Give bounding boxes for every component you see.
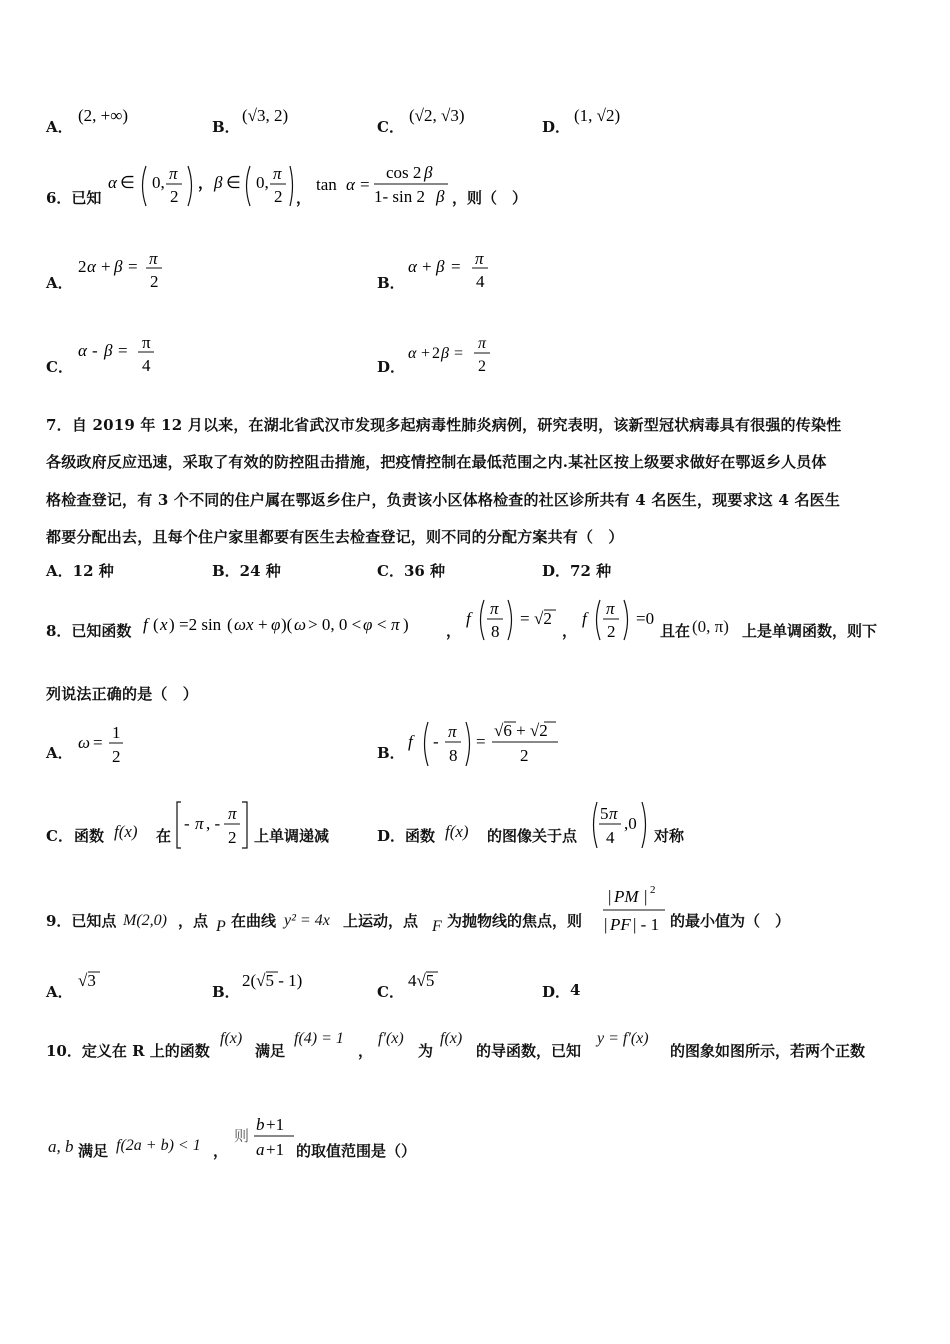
svg-text:2: 2 xyxy=(78,257,87,276)
svg-text:π: π xyxy=(475,250,484,268)
svg-text:5: 5 xyxy=(600,804,609,823)
q10-condition: f(4) = 1 xyxy=(294,1030,344,1047)
q6-option-a-expr xyxy=(76,250,176,294)
svg-text:> 0, 0 <: > 0, 0 < xyxy=(308,615,362,634)
q8-sep2: ， xyxy=(562,622,578,640)
svg-text:π: π xyxy=(169,164,178,183)
svg-text:α: α xyxy=(87,257,96,276)
q8-condition-2 xyxy=(580,596,662,646)
q5-option-d-expr xyxy=(572,102,632,128)
svg-text:-: - xyxy=(184,814,190,833)
q10-text-1: 满足 xyxy=(255,1042,286,1060)
q5-option-d-label: D． xyxy=(542,118,571,136)
svg-text:φ: φ xyxy=(363,615,373,634)
q6-option-c-expr xyxy=(76,334,176,378)
q8-option-c-post: 上单调递减 xyxy=(254,827,330,845)
svg-text:1- sin 2: 1- sin 2 xyxy=(374,187,425,206)
q8-option-c-interval xyxy=(172,798,254,852)
svg-text:β: β xyxy=(424,163,433,182)
q10-ratio xyxy=(252,1110,298,1162)
q8-function xyxy=(141,608,451,638)
svg-text:2: 2 xyxy=(520,746,529,765)
q5-option-c-label: C． xyxy=(377,118,404,136)
q8-option-c-pre: 函数 xyxy=(74,827,105,845)
q6-conditions xyxy=(106,160,296,212)
svg-text:0,: 0, xyxy=(152,173,165,192)
q8-option-d-label: D． xyxy=(377,827,406,845)
svg-text:π: π xyxy=(273,164,282,183)
svg-text:π: π xyxy=(478,335,487,352)
q8-option-a-label: A． xyxy=(46,744,73,762)
q7-option-c: C．36 种 xyxy=(377,562,446,580)
svg-text:∈: ∈ xyxy=(226,173,241,192)
q8-tail-1: 且在 xyxy=(660,622,691,640)
svg-text:+1: +1 xyxy=(266,1115,285,1134)
q6-sep2: ， xyxy=(296,189,312,207)
q10-fx-2: f(x) xyxy=(440,1030,463,1047)
svg-text:, -: , - xyxy=(206,814,221,833)
q5-c-expr-text: (√2, √3) xyxy=(409,106,465,125)
q7-line-3: 格检查登记，有 3 个不同的住户属在鄂返乡住户，负责该小区体格检查的社区诊所共有 4 名医生，现要求这 4 名医生 xyxy=(46,491,841,509)
svg-text:): ) xyxy=(403,615,409,634)
q8-option-c-label: C． xyxy=(46,827,73,845)
svg-text:2: 2 xyxy=(478,358,486,375)
svg-text:f: f xyxy=(408,732,413,751)
svg-text:): ) xyxy=(169,615,175,634)
q5-option-a-label: A． xyxy=(46,118,73,136)
svg-text:PF: PF xyxy=(610,915,631,934)
svg-text:1: 1 xyxy=(112,723,121,742)
svg-text:α: α xyxy=(346,175,355,194)
q7-line-1: 7．自 2019 年 12 月以来，在湖北省武汉市发现多起病毒性肺炎病例，研究表明，该新型冠状病毒具有很强的传染性 xyxy=(46,416,842,434)
svg-text:2: 2 xyxy=(650,884,656,896)
q10-text-4: 的导函数，已知 xyxy=(476,1042,582,1060)
svg-text:=0: =0 xyxy=(636,609,655,628)
q7-option-b: B．24 种 xyxy=(212,562,281,580)
svg-text:φ: φ xyxy=(271,615,281,634)
q9-f: F xyxy=(432,918,442,935)
svg-text:π: π xyxy=(391,615,400,634)
svg-text:√6 + √2: √6 + √2 xyxy=(494,721,548,740)
svg-text:=: = xyxy=(454,345,464,362)
q9-text-5: 的最小值为（ ） xyxy=(670,912,791,930)
q10-ab: a, b xyxy=(48,1137,74,1156)
q9-option-a-expr xyxy=(76,966,116,994)
q6-option-d-expr xyxy=(406,334,506,378)
svg-text:+: + xyxy=(421,345,431,362)
svg-text:π: π xyxy=(228,804,237,823)
svg-text:β: β xyxy=(436,187,445,206)
q9-option-a-label: A． xyxy=(46,983,73,1001)
q7-option-a: A．12 种 xyxy=(46,562,114,580)
q8-option-c-func: f(x) xyxy=(114,822,138,841)
svg-text:| - 1: | - 1 xyxy=(633,915,660,934)
svg-text:β: β xyxy=(104,341,113,360)
q7-line-2: 各级政府反应迅速，采取了有效的防控阻击措施，把疫情控制在最低范围之内.某社区按上级要求做好在鄂返乡人员体 xyxy=(46,453,827,471)
q5-option-a-expr xyxy=(76,104,136,128)
q6-option-c-label: C． xyxy=(46,358,73,376)
svg-text:cos 2: cos 2 xyxy=(386,163,422,182)
svg-text:2: 2 xyxy=(150,272,159,291)
q8-line-2: 列说法正确的是（ ） xyxy=(46,685,199,703)
q9-text-1: ，点 xyxy=(178,912,209,930)
q9-number: 9．已知点 xyxy=(46,912,117,930)
svg-text:∈: ∈ xyxy=(120,173,135,192)
svg-text:0,: 0, xyxy=(256,173,269,192)
svg-text:f: f xyxy=(143,615,148,634)
svg-text:2: 2 xyxy=(274,187,283,206)
svg-text:2: 2 xyxy=(170,187,179,206)
svg-text:4: 4 xyxy=(606,828,615,847)
q9-expression xyxy=(600,880,670,940)
svg-text:|: | xyxy=(644,887,648,906)
q10-text-5: 的图象如图所示，若两个正数 xyxy=(670,1042,866,1060)
svg-text:4: 4 xyxy=(142,356,151,375)
q10-text-7: ， xyxy=(213,1142,229,1160)
q9-option-b-expr xyxy=(240,966,320,994)
q7-option-d: D．72 种 xyxy=(542,562,612,580)
svg-text:π: π xyxy=(142,334,151,352)
svg-text:b: b xyxy=(256,1115,265,1134)
q9-option-c-expr xyxy=(406,966,456,994)
q10-inequality: f(2a + b) < 1 xyxy=(116,1137,201,1154)
svg-text:β: β xyxy=(441,345,449,362)
q8-option-a-expr xyxy=(76,720,136,766)
q10-fx: f(x) xyxy=(220,1030,243,1047)
q8-option-d-func: f(x) xyxy=(445,822,469,841)
svg-text:α: α xyxy=(78,341,87,360)
q10-number: 10．定义在 R 上的函数 xyxy=(46,1042,210,1060)
q8-option-b-label: B． xyxy=(377,744,405,762)
q9-option-d-label: D． xyxy=(542,983,571,1001)
svg-text:β: β xyxy=(114,257,123,276)
q9-text-2: 在曲线 xyxy=(231,912,277,930)
svg-text:=: = xyxy=(118,341,128,360)
svg-text:-: - xyxy=(433,732,439,751)
q8-number: 8．已知函数 xyxy=(46,622,132,640)
svg-text:)(: )( xyxy=(281,615,293,634)
svg-text:|: | xyxy=(608,887,612,906)
q6-option-d-label: D． xyxy=(377,358,406,376)
svg-text:8: 8 xyxy=(449,746,458,765)
svg-text:π: π xyxy=(490,599,499,618)
q9-text-4: 为抛物线的焦点，则 xyxy=(447,912,583,930)
svg-text:=: = xyxy=(476,732,486,751)
svg-text:β: β xyxy=(436,257,445,276)
q9-point-m: M(2,0) xyxy=(123,912,167,929)
q9-p: P xyxy=(216,918,226,935)
svg-text:f: f xyxy=(582,609,587,628)
svg-text:8: 8 xyxy=(491,622,500,641)
svg-text:4: 4 xyxy=(476,272,485,291)
svg-text:+1: +1 xyxy=(266,1140,285,1159)
q6-option-b-label: B． xyxy=(377,274,405,292)
q8-option-d-mid: 的图像关于点 xyxy=(487,827,578,845)
q9-option-b-label: B． xyxy=(212,983,240,1001)
q10-ze: 则 xyxy=(234,1127,250,1145)
q10-text-2: ， xyxy=(358,1042,374,1060)
q8-interval: (0, π) xyxy=(692,617,729,636)
q6-tan-condition xyxy=(314,160,454,210)
q10-fprime: f′(x) xyxy=(378,1030,404,1047)
svg-text:√2: √2 xyxy=(534,609,552,628)
q8-option-d-post: 对称 xyxy=(654,827,685,845)
q6-option-a-label: A． xyxy=(46,274,73,292)
q10-text-3: 为 xyxy=(418,1042,434,1060)
svg-text:|: | xyxy=(604,915,608,934)
q5-d-expr-text: (1, √2) xyxy=(574,106,621,125)
svg-text:2: 2 xyxy=(228,828,237,847)
q8-option-b-expr xyxy=(406,716,566,770)
q6-sep1: ， xyxy=(198,174,214,192)
q9-c-text: 4√5 xyxy=(408,971,435,990)
svg-text:α: α xyxy=(408,257,417,276)
q9-option-d-expr: 4 xyxy=(570,981,581,999)
svg-text:π: π xyxy=(448,722,457,741)
q8-option-c-mid: 在 xyxy=(156,827,172,845)
svg-text:+: + xyxy=(101,257,111,276)
svg-text:2: 2 xyxy=(112,747,121,766)
svg-text:=: = xyxy=(451,257,461,276)
svg-text:π: π xyxy=(609,804,618,823)
svg-text:π: π xyxy=(149,250,158,268)
svg-text:(: ( xyxy=(153,615,159,634)
svg-text:π: π xyxy=(195,814,204,833)
svg-text:tan: tan xyxy=(316,175,337,194)
svg-text:π: π xyxy=(606,599,615,618)
svg-text:f: f xyxy=(466,609,471,628)
svg-text:ω: ω xyxy=(294,615,307,634)
svg-text:=: = xyxy=(93,733,103,752)
q9-text-3: 上运动，点 xyxy=(343,912,419,930)
q7-line-4: 都要分配出去，且每个住户家里都要有医生去检查登记，则不同的分配方案共有（ ） xyxy=(46,528,624,546)
svg-text:x: x xyxy=(160,615,168,634)
svg-text:-: - xyxy=(92,341,98,360)
q5-option-c-expr xyxy=(407,102,482,128)
q8-option-d-point xyxy=(588,798,652,852)
svg-text:ω: ω xyxy=(78,733,91,752)
q5-b-expr-text: (√3, 2) xyxy=(242,106,289,125)
q10-graph-expr: y = f′(x) xyxy=(597,1030,649,1047)
q6-option-b-expr xyxy=(406,250,506,294)
q9-a-text: √3 xyxy=(78,971,96,990)
svg-text:2: 2 xyxy=(432,345,440,362)
svg-text:=2 sin: =2 sin xyxy=(179,615,222,634)
q8-option-d-pre: 函数 xyxy=(405,827,436,845)
q9-b-text: 2(√5 - 1) xyxy=(242,971,303,990)
svg-text:+: + xyxy=(258,615,268,634)
q9-curve: y² = 4x xyxy=(284,912,330,929)
svg-text:=: = xyxy=(520,609,530,628)
q8-condition-1 xyxy=(464,596,564,646)
svg-text:,0: ,0 xyxy=(624,814,637,833)
svg-text:a: a xyxy=(256,1140,265,1159)
q5-a-expr-text: (2, +∞) xyxy=(78,106,129,125)
q5-option-b-expr xyxy=(240,102,300,128)
svg-text:2: 2 xyxy=(607,622,616,641)
q6-tail: ，则（ ） xyxy=(452,189,528,207)
q8-tail-2: 上是单调函数，则下 xyxy=(742,622,878,640)
svg-text:<: < xyxy=(377,615,387,634)
svg-text:ωx: ωx xyxy=(234,615,254,634)
svg-text:+: + xyxy=(422,257,432,276)
svg-text:=: = xyxy=(360,175,370,194)
svg-text:α: α xyxy=(408,345,417,362)
svg-text:=: = xyxy=(128,257,138,276)
svg-text:β: β xyxy=(214,173,223,192)
q5-option-b-label: B． xyxy=(212,118,240,136)
svg-text:(: ( xyxy=(227,615,233,634)
q6-number: 6．已知 xyxy=(46,189,102,207)
q10-text-8: 的取值范围是（） xyxy=(296,1142,417,1160)
q10-text-6: 满足 xyxy=(78,1142,109,1160)
q9-option-c-label: C． xyxy=(377,983,404,1001)
svg-text:PM: PM xyxy=(614,887,639,906)
svg-text:α: α xyxy=(108,173,117,192)
q8-sep1: ， xyxy=(446,622,462,640)
